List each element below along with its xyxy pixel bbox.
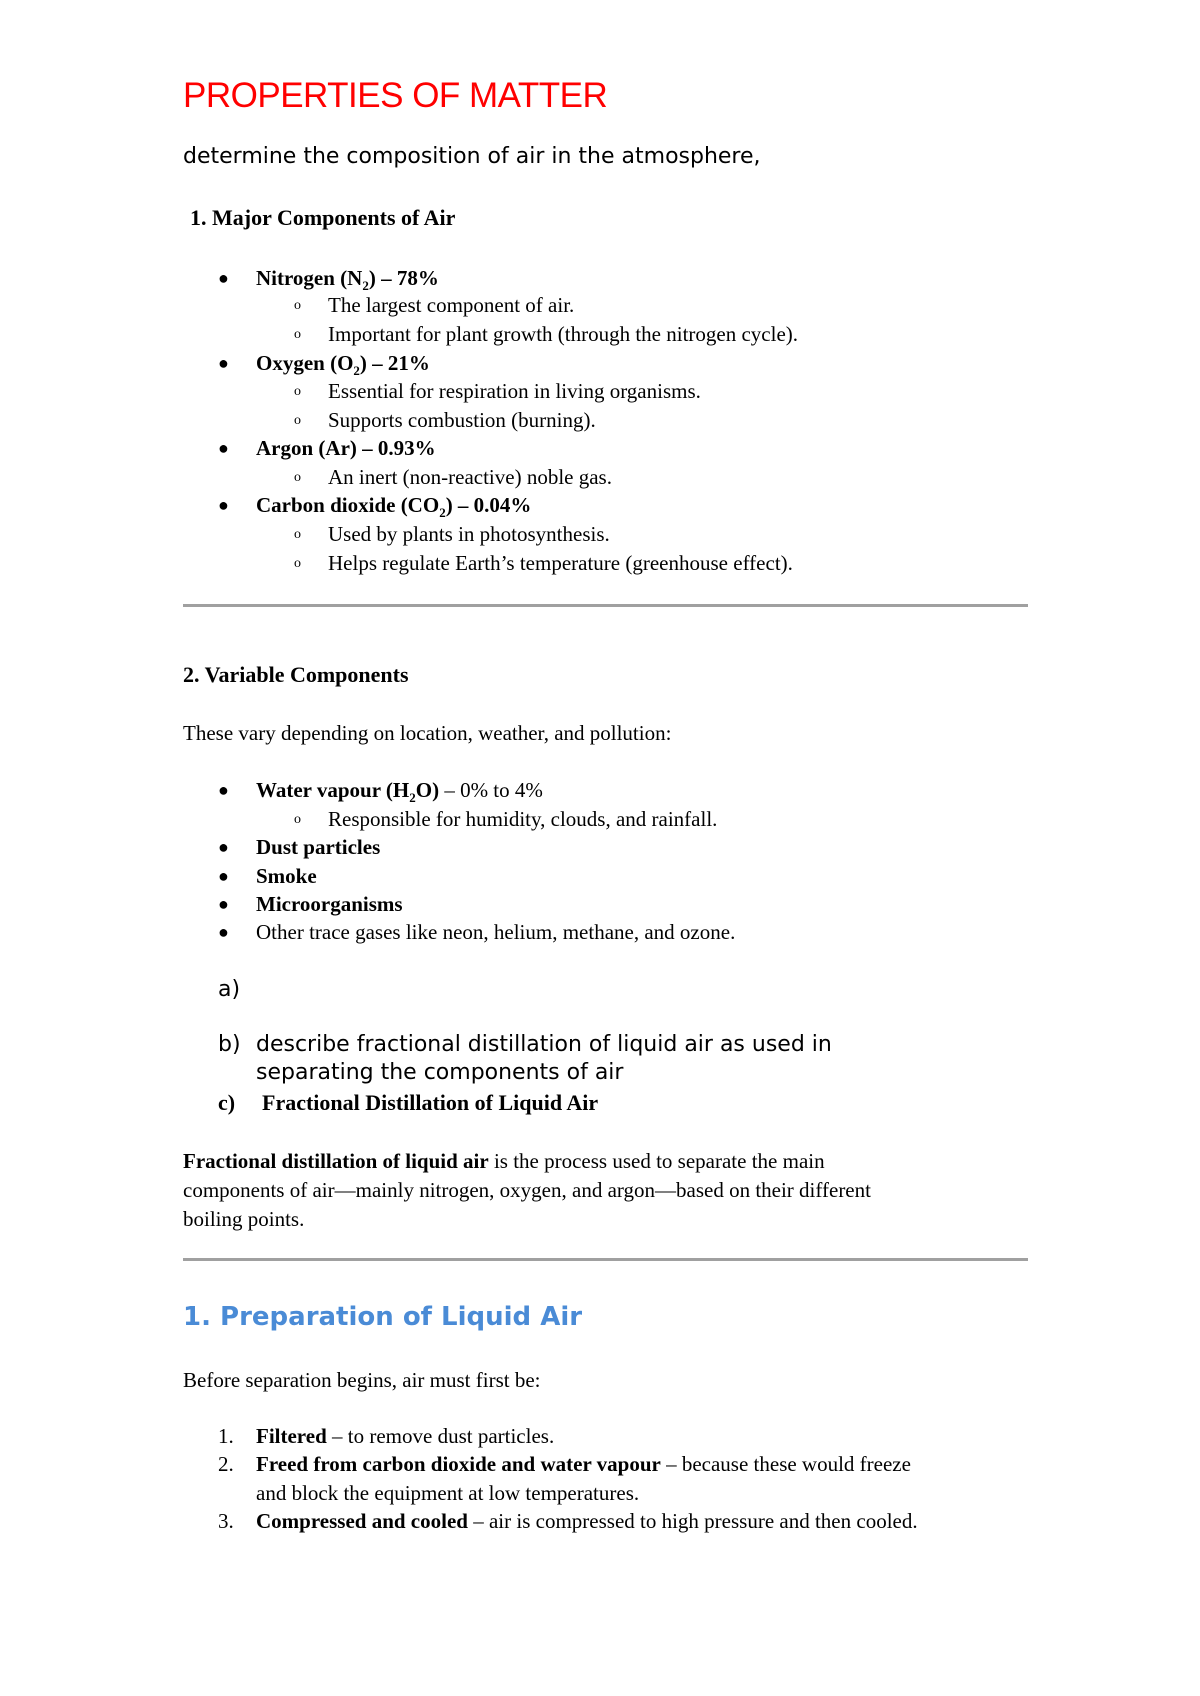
list-subitem: Essential for respiration in living organisms. bbox=[328, 379, 701, 403]
list-item-oxygen: Oxygen $(O_2) - 21\%$ bbox=[256, 351, 430, 379]
page-subtitle: determine the composition of air in the atmosphere, bbox=[183, 144, 761, 169]
circle-bullet-icon: o bbox=[294, 556, 301, 571]
circle-bullet-icon: o bbox=[294, 298, 301, 313]
circle-bullet-icon: o bbox=[294, 812, 301, 827]
lettered-item-b-line2: separating the components of air bbox=[256, 1060, 624, 1085]
list-subitem: Helps regulate Earth’s temperature (greenhouse effect). bbox=[328, 551, 793, 575]
list-subitem: The largest component of air. bbox=[328, 293, 575, 317]
fractional-paragraph: Fractional distillation of liquid air is the process used to separate the main components of air—mainly nitrogen, oxygen, and argon—based on their different boiling points. bbox=[183, 1149, 871, 1231]
section2-intro: These vary depending on location, weather, and pollution: bbox=[183, 721, 672, 745]
list-item-carbon-dioxide: Carbon dioxide $(CO_2) - 0.04\%$ bbox=[256, 493, 532, 521]
list-subitem: Used by plants in photosynthesis. bbox=[328, 522, 610, 546]
step-item-compressed: Compressed and cooled – air is compressed to high pressure and then cooled. bbox=[256, 1509, 918, 1533]
list-item-nitrogen: Nitrogen $(N_2) - 78\%$ bbox=[256, 266, 439, 294]
step-item-filtered: Filtered – to remove dust particles. bbox=[256, 1424, 555, 1448]
circle-bullet-icon: o bbox=[294, 527, 301, 542]
circle-bullet-icon: o bbox=[294, 470, 301, 485]
circle-bullet-icon: o bbox=[294, 384, 301, 399]
circle-bullet-icon: o bbox=[294, 413, 301, 428]
bullet-icon: ● bbox=[218, 780, 229, 800]
page-title: PROPERTIES OF MATTER bbox=[183, 76, 608, 115]
horizontal-divider bbox=[183, 604, 1028, 607]
bullet-icon: ● bbox=[218, 495, 229, 515]
bullet-icon: ● bbox=[218, 268, 229, 288]
list-subitem: Supports combustion (burning). bbox=[328, 408, 596, 432]
list-item-water-vapour: Water vapour $(H_2O) - 0\%$ to 4% bbox=[256, 778, 543, 806]
step-number: 1. bbox=[218, 1424, 234, 1448]
bullet-icon: ● bbox=[218, 837, 229, 857]
lettered-item-c: Fractional Distillation of Liquid Air bbox=[262, 1090, 599, 1115]
step-number: 3. bbox=[218, 1509, 234, 1533]
step-item-freed: Freed from carbon dioxide and water vapour – because these would freeze bbox=[256, 1452, 911, 1476]
bullet-icon: ● bbox=[218, 866, 229, 886]
step-number: 2. bbox=[218, 1452, 234, 1476]
horizontal-divider bbox=[183, 1258, 1028, 1261]
bullet-icon: ● bbox=[218, 438, 229, 458]
bullet-icon: ● bbox=[218, 353, 229, 373]
list-item-argon: Argon (Ar) – 0.93% bbox=[256, 436, 436, 460]
list-item: Dust particles bbox=[256, 835, 381, 859]
lettered-item-b-line1: describe fractional distillation of liquid air as used in bbox=[256, 1032, 832, 1057]
list-subitem: Responsible for humidity, clouds, and rainfall. bbox=[328, 807, 718, 831]
section1-heading: 1. Major Components of Air bbox=[190, 205, 456, 230]
list-subitem: Important for plant growth (through the nitrogen cycle). bbox=[328, 322, 799, 346]
step-item-freed-continued: and block the equipment at low temperatures. bbox=[256, 1481, 640, 1505]
lettered-marker-b: b) bbox=[218, 1032, 241, 1057]
list-item: Other trace gases like neon, helium, methane, and ozone. bbox=[256, 920, 736, 944]
bullet-icon: ● bbox=[218, 922, 229, 942]
list-item: Microorganisms bbox=[256, 892, 403, 916]
preparation-heading: 1. Preparation of Liquid Air bbox=[183, 1302, 583, 1332]
lettered-item-a: a) bbox=[218, 977, 241, 1002]
section2-heading: 2. Variable Components bbox=[183, 662, 409, 687]
list-item: Smoke bbox=[256, 864, 317, 888]
bullet-icon: ● bbox=[218, 894, 229, 914]
preparation-intro: Before separation begins, air must first be: bbox=[183, 1368, 541, 1392]
list-subitem: An inert (non-reactive) noble gas. bbox=[328, 465, 612, 489]
circle-bullet-icon: o bbox=[294, 327, 301, 342]
lettered-marker-c: c) bbox=[218, 1090, 236, 1115]
